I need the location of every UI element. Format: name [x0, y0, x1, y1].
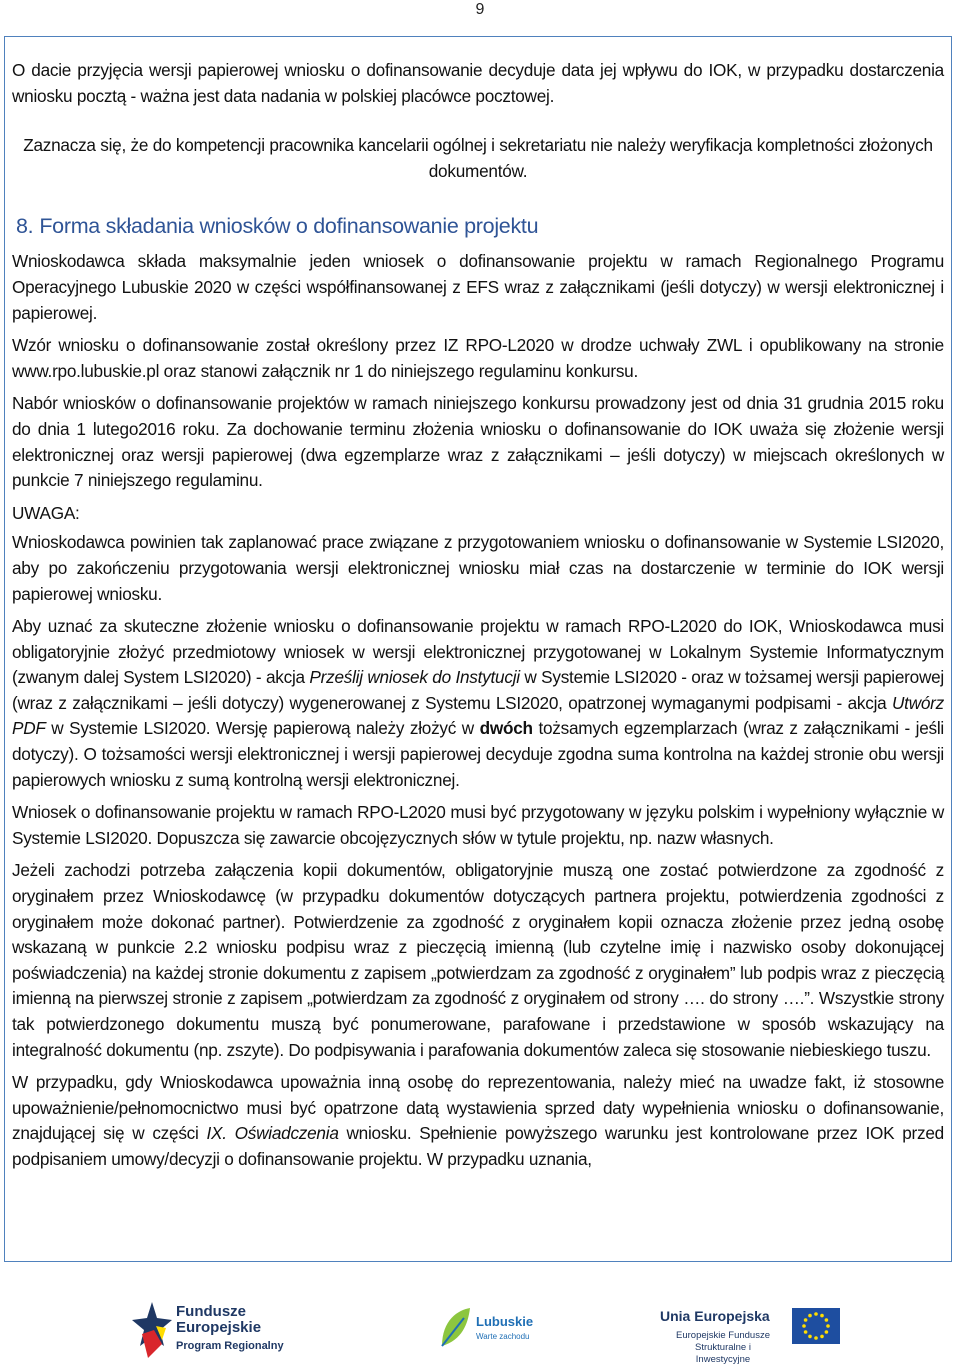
eu-flag-icon	[792, 1308, 840, 1344]
fe-name: Fundusze Europejskie	[176, 1303, 262, 1336]
p5-action-send: Prześlij wniosek do Instytucji	[309, 667, 520, 688]
section-paragraph-1: Wnioskodawca składa maksymalnie jeden wniosek o dofinansowanie projektu w ramach Regionalnego Programu Operacyjnego Lubuskie 2020 w części współfinansowanej z EFS wraz z załącznikami (jeśli dotyczy) w wersji elektronicznej i papierowej.	[12, 251, 944, 323]
lubuskie-logo	[438, 1290, 558, 1360]
fundusze-europejskie-logo	[132, 1290, 292, 1360]
section-title: Forma składania wniosków o dofinansowanie projektu	[39, 214, 539, 239]
ue-name: Unia Europejska	[660, 1308, 770, 1324]
page-number: 9	[475, 1, 485, 18]
p8-text-a: W przypadku, gdy Wnioskodawca upoważnia inną osobę do reprezentowania, należy mieć na uwadze fakt, iż stosowne upoważnienie/pełnomocnictwo musi być opatrzone datą wystawienia sprzed daty wypełnienia wniosku o dofinansowanie, znajdującej się w części	[12, 1072, 944, 1144]
section-paragraph-8	[12, 1070, 944, 1172]
p5-text-e: w Systemie LSI2020. Wersję papierową należy złożyć w	[45, 718, 480, 739]
uwaga-label: UWAGA:	[12, 502, 80, 523]
intro-paragraph-2: Zaznacza się, że do kompetencji pracownika kancelarii ogólnej i sekretariatu nie należy weryfikacja kompletności złożonych dokumentów.	[23, 135, 933, 181]
p8-part-ix: IX. Oświadczenia	[206, 1123, 339, 1144]
unia-europejska-logo	[660, 1290, 830, 1365]
section-paragraph-6: Wniosek o dofinansowanie projektu w ramach RPO-L2020 musi być przygotowany w języku polskim i wypełniony wyłącznie w Systemie LSI2020. Dopuszcza się zawarcie obcojęzycznych słów w tytule projektu, np. nazw własnych.	[12, 802, 944, 848]
lubuskie-slogan: Warte zachodu	[476, 1332, 530, 1341]
p5-action-pdf: Utwórz PDF	[12, 692, 944, 739]
eu-stars-icon	[792, 1308, 840, 1344]
p5-text-c: w Systemie LSI2020 - oraz w tożsamej wersji papierowej (wraz z załącznikami – jeśli dotyczy) wygenerowanej z Systemu LSI2020, opatrzonej wymaganymi podpisami - akcja	[12, 667, 944, 713]
p5-text-g: tożsamych egzemplarzach (wraz z załącznikami - jeśli dotyczy). O tożsamości wersji elektronicznej i wersji papierowej decyduje zgodna suma kontrolna na każdej stronie obu wersji papierowych wniosku z sumą kontrolną wersji elektronicznej.	[12, 718, 944, 790]
section-paragraph-4: Wnioskodawca powinien tak zaplanować prace związane z przygotowaniem wniosku o dofinansowanie w Systemie LSI2020, aby po zakończeniu przygotowania wersji elektronicznej wniosku miał czas na dostarczenie w terminie do IOK wersji papierowej wniosku.	[12, 532, 944, 604]
content-frame	[4, 36, 952, 1262]
lubuskie-name: Lubuskie	[476, 1314, 534, 1329]
p5-text-a: Aby uznać za skuteczne złożenie wniosku o dofinansowanie projektu w ramach RPO-L2020 do IOK, Wnioskodawca musi obligatoryjnie złożyć przedmiotowy wniosek w wersji elektronicznej przygotowanej w Lokalnym Systemie Informatycznym (zwanym dalej System LSI2020) - akcja	[12, 616, 944, 688]
fe-star-icon	[132, 1300, 172, 1360]
section-paragraph-2: Wzór wniosku o dofinansowanie został określony przez IZ RPO-L2020 w drodze uchwały ZWL i opublikowany na stronie www.rpo.lubuskie.pl oraz stanowi załącznik nr 1 do niniejszego regulaminu konkursu.	[12, 335, 944, 381]
section-paragraph-7: Jeżeli zachodzi potrzeba załączenia kopii dokumentów, obligatoryjnie muszą one zostać potwierdzone za zgodność z oryginałem przez Wnioskodawcę (w przypadku dokumentów dotyczących partnera projektu, potwierdzenia zgodności z oryginałem może dokonać partner). Potwierdzenie za zgodność z oryginałem kopii oznacza złożenie przez jedną osobę wskazaną w punkcie 2.2 wniosku podpisu wraz z pieczęcią imienną (lub czytelne imię i nazwisko osoby dokonującej poświadczenia) na każdej stronie dokumentu z zapisem „potwierdzam za zgodność z oryginałem” lub podpis wraz z pieczęcią imienną na pierwszej stronie z zapisem „potwierdzam za zgodność z oryginałem od strony …. do strony ….”. Wszystkie strony tak potwierdzonego dokumentu muszą być ponumerowane, parafowane i przedstawione w sposób wskazujący na integralność dokumentu (np. zszyte). Do podpisywania i parafowania dokumentów zaleca się stosowanie niebieskiego tuszu.	[12, 860, 944, 1060]
footer-logos	[0, 1290, 960, 1365]
lubuskie-leaf-icon	[438, 1306, 472, 1350]
intro-paragraph-1: O dacie przyjęcia wersji papierowej wniosku o dofinansowanie decyduje data jej wpływu do IOK, w przypadku dostarczenia wniosku pocztą - ważna jest data nadania w polskiej placówce pocztowej.	[12, 60, 944, 106]
section-paragraph-3: Nabór wniosków o dofinansowanie projektów w ramach niniejszego konkursu prowadzony jest od dnia 31 grudnia 2015 roku do dnia 1 lutego2016 roku. Za dochowanie terminu złożenia wniosku o dofinansowanie do IOK uważa się złożenie wersji elektronicznej oraz wersji papierowej (dwa egzemplarze wraz z załącznikami – jeśli dotyczy) w miejscach określonych w punkcie 7 niniejszego regulaminu.	[12, 393, 944, 491]
p5-bold-two: dwóch	[479, 718, 533, 739]
ue-funds: Europejskie Fundusze Strukturalne i Inwestycyjne	[676, 1330, 770, 1365]
section-number: 8.	[16, 214, 34, 239]
fe-program: Program Regionalny	[176, 1340, 284, 1352]
section-paragraph-5	[12, 614, 944, 793]
section-heading	[12, 212, 944, 240]
p8-text-c: wniosku. Spełnienie powyższego warunku jest kontrolowane przez IOK przed podpisaniem umowy/decyzji o dofinansowanie projektu. W przypadku uznania,	[12, 1123, 944, 1169]
